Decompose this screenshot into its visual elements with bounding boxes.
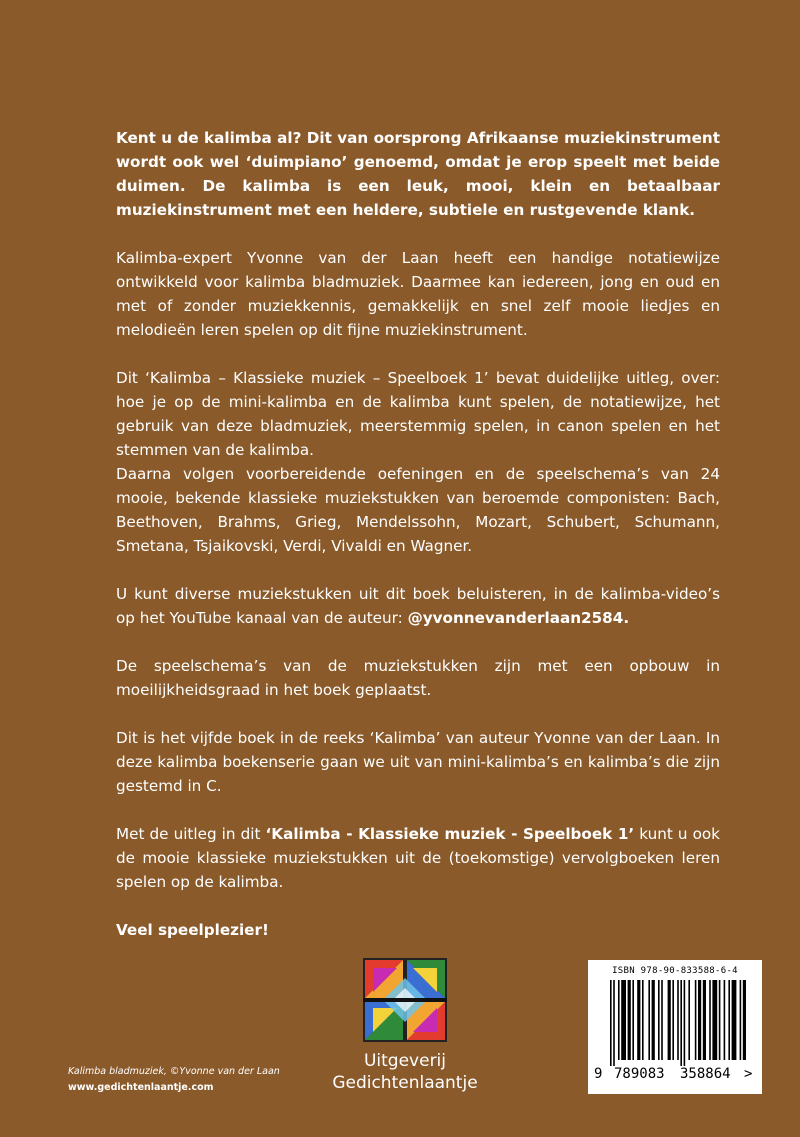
publisher-logo-icon (363, 958, 447, 1042)
closing-line: Veel speelplezier! (116, 921, 269, 939)
publisher-block (330, 958, 480, 1094)
barcode-group-2: 358864 (680, 1066, 731, 1082)
composers-paragraph: Daarna volgen voorbereidende oefeningen en de speelschema’s van 24 mooie, bekende klassieke muziekstukken van beroemde componisten: Bach, Beethoven, Brahms, Grieg, Mendelssohn, Mozart, Schubert, Schumann, Smetana, Tsjaikovski, Verdi, Vivaldi en Wagner. (116, 465, 720, 555)
copyright-line: Kalimba bladmuziek, ©Yvonne van der Laan (68, 1066, 280, 1077)
credit-block (68, 1064, 280, 1096)
series-paragraph: Dit is het vijfde boek in de reeks ‘Kalimba’ van auteur Yvonne van der Laan. In deze kalimba boekenserie gaan we uit van mini-kalimba’s en kalimba’s die zijn gestemd in C. (116, 729, 720, 795)
back-cover-text (116, 126, 720, 966)
follow-pre: Met de uitleg in dit (116, 825, 266, 843)
barcode-first-digit: 9 (594, 1066, 603, 1082)
isbn-text: ISBN 978-90-833588-6-4 (612, 966, 738, 976)
youtube-text: U kunt diverse muziekstukken uit dit boek beluisteren, in de kalimba-video’s op het YouTube kanaal van de auteur: (116, 585, 720, 627)
follow-up-paragraph (116, 822, 720, 894)
isbn-barcode (588, 960, 762, 1094)
expert-paragraph: Kalimba-expert Yvonne van der Laan heeft een handige notatiewijze ontwikkeld voor kalimba bladmuziek. Daarmee kan iedereen, jong en oud en met of zonder muziekkennis, gemakkelijk en snel zelf mooie liedjes en melodieën leren spelen op dit fijne muziekinstrument. (116, 249, 720, 339)
follow-post: kunt u ook de mooie klassieke muziekstukken uit de (toekomstige) vervolgboeken leren spelen op de kalimba. (116, 825, 720, 891)
order-paragraph: De speelschema’s van de muziekstukken zijn met een opbouw in moeilijkheidsgraad in het boek geplaatst. (116, 657, 720, 699)
follow-book-title: ‘Kalimba - Klassieke muziek - Speelboek 1’ (265, 825, 635, 843)
publisher-name-line2: Gedichtenlaantje (332, 1073, 478, 1093)
youtube-paragraph (116, 582, 720, 630)
intro-paragraph: Kent u de kalimba al? Dit van oorsprong Afrikaanse muziekinstrument wordt ook wel ‘duimpiano’ genoemd, omdat je erop speelt met beide duimen. De kalimba is een leuk, mooi, klein en betaalbaar muziekinstrument met een heldere, subtiele en rustgevende klank. (116, 129, 720, 219)
barcode-bars-icon (596, 980, 754, 1066)
barcode-end-mark: > (744, 1066, 753, 1082)
website-url: www.gedichtenlaantje.com (68, 1082, 214, 1093)
barcode-group-1: 789083 (614, 1066, 665, 1082)
youtube-handle: @yvonnevanderlaan2584. (407, 609, 630, 627)
contents-paragraph: Dit ‘Kalimba – Klassieke muziek – Speelboek 1’ bevat duidelijke uitleg, over: hoe je op de mini-kalimba en de kalimba kunt spelen, de notatiewijze, het gebruik van deze bladmuziek, meerstemmig spelen, in canon spelen en het stemmen van de kalimba. (116, 369, 720, 459)
publisher-name-line1: Uitgeverij (363, 1051, 447, 1071)
